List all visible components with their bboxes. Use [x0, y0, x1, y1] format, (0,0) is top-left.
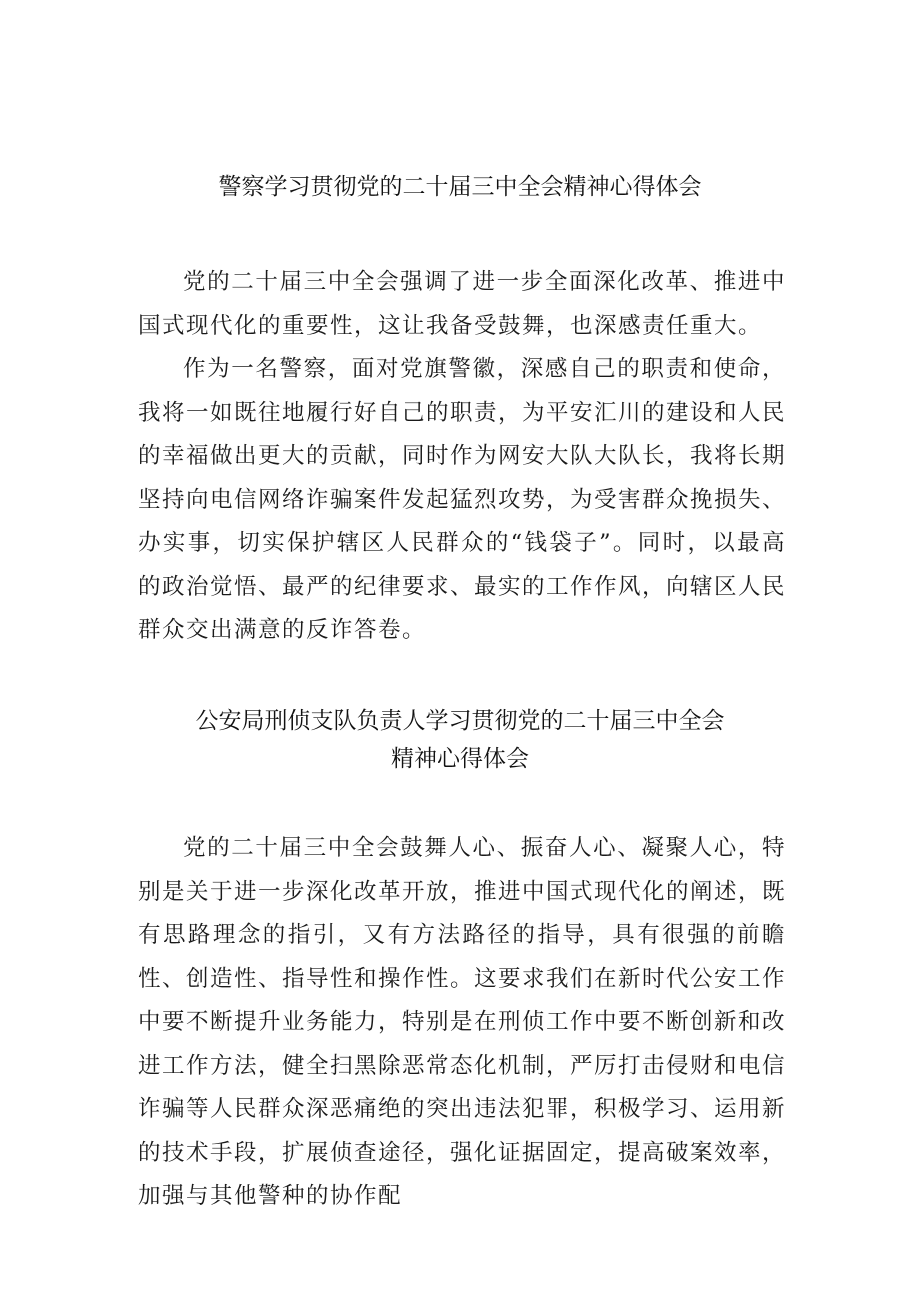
section-2-paragraph-1: 党的二十届三中全会鼓舞人心、振奋人心、凝聚人心，特别是关于进一步深化改革开放，推进中国式现代化的阐述，既有思路理念的指引，又有方法路径的指导，具有很强的前瞻性、创造性、指导性和操作性。这要求我们在新时代公安工作中要不断提升业务能力，特别是在刑侦工作中要不断创新和改进工作方法，健全扫黑除恶常态化机制，严厉打击侵财和电信诈骗等人民群众深恶痛绝的突出违法犯罪，积极学习、运用新的技术手段，扩展侦查途径，强化证据固定，提高破案效率，加强与其他警种的协作配	[138, 835, 787, 1209]
section-1-paragraph-2: 作为一名警察，面对党旗警徽，深感自己的职责和使命，我将一如既往地履行好自己的职责，为平安汇川的建设和人民的幸福做出更大的贡献，同时作为网安大队大队长，我将长期坚持向电信网络诈骗案件发起猛烈攻势，为受害群众挽损失、办实事，切实保护辖区人民群众的“钱袋子”。同时，以最高的政治觉悟、最严的纪律要求、最实的工作作风，向辖区人民群众交出满意的反诈答卷。	[138, 356, 787, 643]
section-1-title: 警察学习贯彻党的二十届三中全会精神心得体会	[218, 174, 702, 200]
section-2-title-line-1: 公安局刑侦支队负责人学习贯彻党的二十届三中全会	[195, 708, 725, 734]
section-2-title	[100, 702, 820, 778]
section-2-title-line-2: 精神心得体会	[391, 746, 529, 772]
section-1-paragraph-1: 党的二十届三中全会强调了进一步全面深化改革、推进中国式现代化的重要性，这让我备受鼓舞，也深感责任重大。	[138, 269, 786, 339]
